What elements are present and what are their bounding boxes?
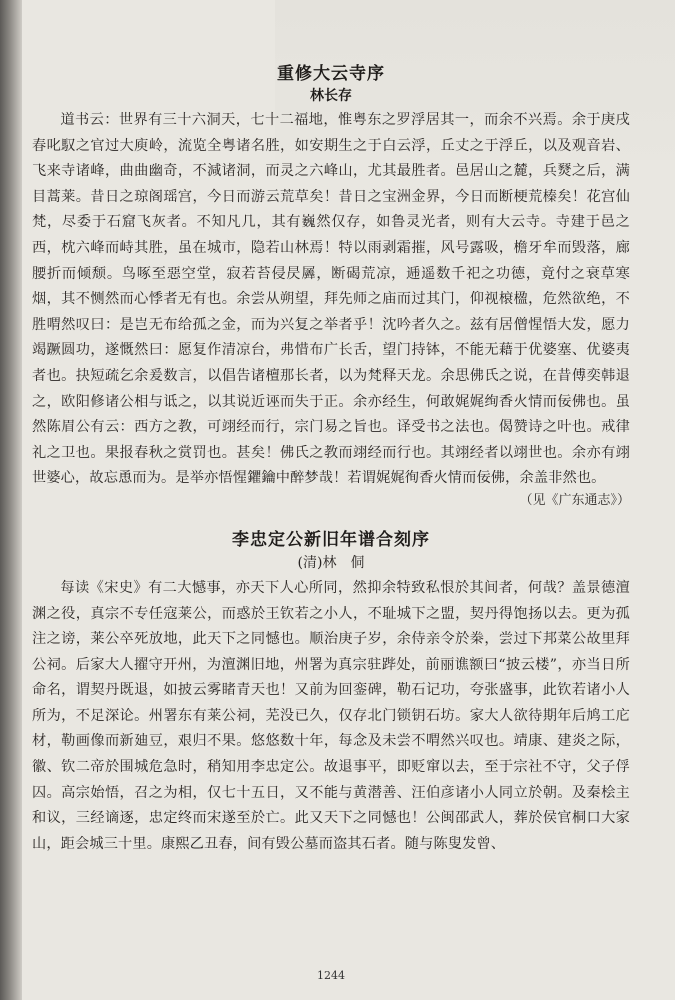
- book-gutter-shadow: [0, 0, 22, 1000]
- page-number: 1244: [317, 969, 345, 982]
- source-citation: （见《广东通志》）: [519, 492, 630, 508]
- section-body: 道书云：世界有三十六洞天，七十二福地，惟粤东之罗浮居其一，而余不兴焉。余于庚戌春叱馭之官过大庾岭，流览全粤诸名胜，如安期生之于白云浮，丘丈之于浮丘，以及观音岩、飞来寺诸峰，曲曲幽奇，不減诸洞，而灵之六峰山，尤其最胜者。邑居山之麓，兵燹之后，满目蒿莱。昔日之琼阁瑶宫，今日而游云荒草矣！昔日之宝洲金界，今日而断梗荒榛矣！花宫仙梵，尽委于石窟飞灰者。不知凡几，其有巍然仅存，如鲁灵光者，则有大云寺。寺建于邑之西，枕六峰而峙其胜，虽在城市，隐若山林焉！特以雨剥霜摧，风号露吸，檐牙牟而毁落，廊腰折而倾颓。鸟啄至惡空堂，寂若苔侵昃羼，断碣荒凉，逓遥数千祀之功德，竟付之衰草寒烟，其不恻然而心悸者无有也。余尝从朔望，拜先师之庙而过其门，仰视榱楹，危然欲绝，不胜喟然叹曰：是岂无布给孤之金，而为兴复之举者乎！沈吟者久之。兹有居僧惺悟大发，愿力竭蹶圆功，遂慨然曰：愿复作清凉台，弗惜布广长舌，望门持钵，不能无藉于优婆塞、优婆夷者也。抉短疏乞余爰数言，以倡告诸檀那长者，以为梵释天龙。余思佛氏之说，在昔傅奕韩退之，欧阳修诸公相与诋之，以其说近诬而失于正。余亦经生，何敢娓娓绚香火情而佞佛也。虽然陈眉公有云：西方之教，可翊经而行，宗门易之旨也。译受书之法也。偈赞诗之叶也。戒律礼之卫也。果报春秋之赏罚也。甚矣！佛氏之教而翊经而行也。其翊经者以翊世也。余亦有翊世婆心，故忘恿而为。是举亦悟惺鑺鑰中醉梦哉！若谓娓娓徇香火情而佞佛，余盖非然也。: [32, 112, 630, 487]
- section-author: 林长存: [310, 88, 352, 104]
- book-page: [32, 62, 630, 992]
- preface-section-1: [32, 62, 630, 512]
- section-title: 李忠定公新旧年谱合刻序: [232, 529, 430, 550]
- preface-section-2: [32, 528, 630, 858]
- section-title: 重修大云寺序: [277, 64, 385, 84]
- section-author: (清)林 侗: [297, 554, 365, 571]
- section-body: 每读《宋史》有二大憾事，亦天下人心所同，然抑余特致私恨於其间者，何哉？盖景德澶渊之役，真宗不专任寇莱公，而惑於王钦若之小人，不耻城下之盟，契丹得饱扬以去。更为孤注之谤，莱公卒死放地，此天下之同憾也。顺治庚子岁，余侍亲令於桊，尝过下邦菜公故里拜公祠。后家大人擢守开州，为澶渊旧地，州署为真宗驻跸处，前丽谯额曰“披云楼”，亦当日所命名，谓契丹既退，如披云雾睹青天也！又前为回銮碑，勒石记功，夸张盛事，此钦若诸小人所为，不足深论。州署东有莱公祠，芜没已久，仅存北门锁钥石坊。家大人欲待期年后鸠工庀材，勒画像而新廸豆，艰归不果。悠悠数十年，每念及未尝不喟然兴叹也。靖康、建炎之际，徽、钦二帝於围城危急时，稍知用李忠定公。故退事平，即贬窜以去，至于宗社不守，父子俘囚。高宗始悟，召之为相，仅七十五日，又不能与黄潜善、汪伯彦诸小人同立於朝。及秦桧主和议，三经谪逐，忠定终而宋遂至於亡。此又天下之同憾也！公闽邵武人，葬於侯官桐口大家山，距会城三十里。康熙乙丑春，间有毁公墓而盗其石者。随与陈叟发曾、: [32, 579, 630, 852]
